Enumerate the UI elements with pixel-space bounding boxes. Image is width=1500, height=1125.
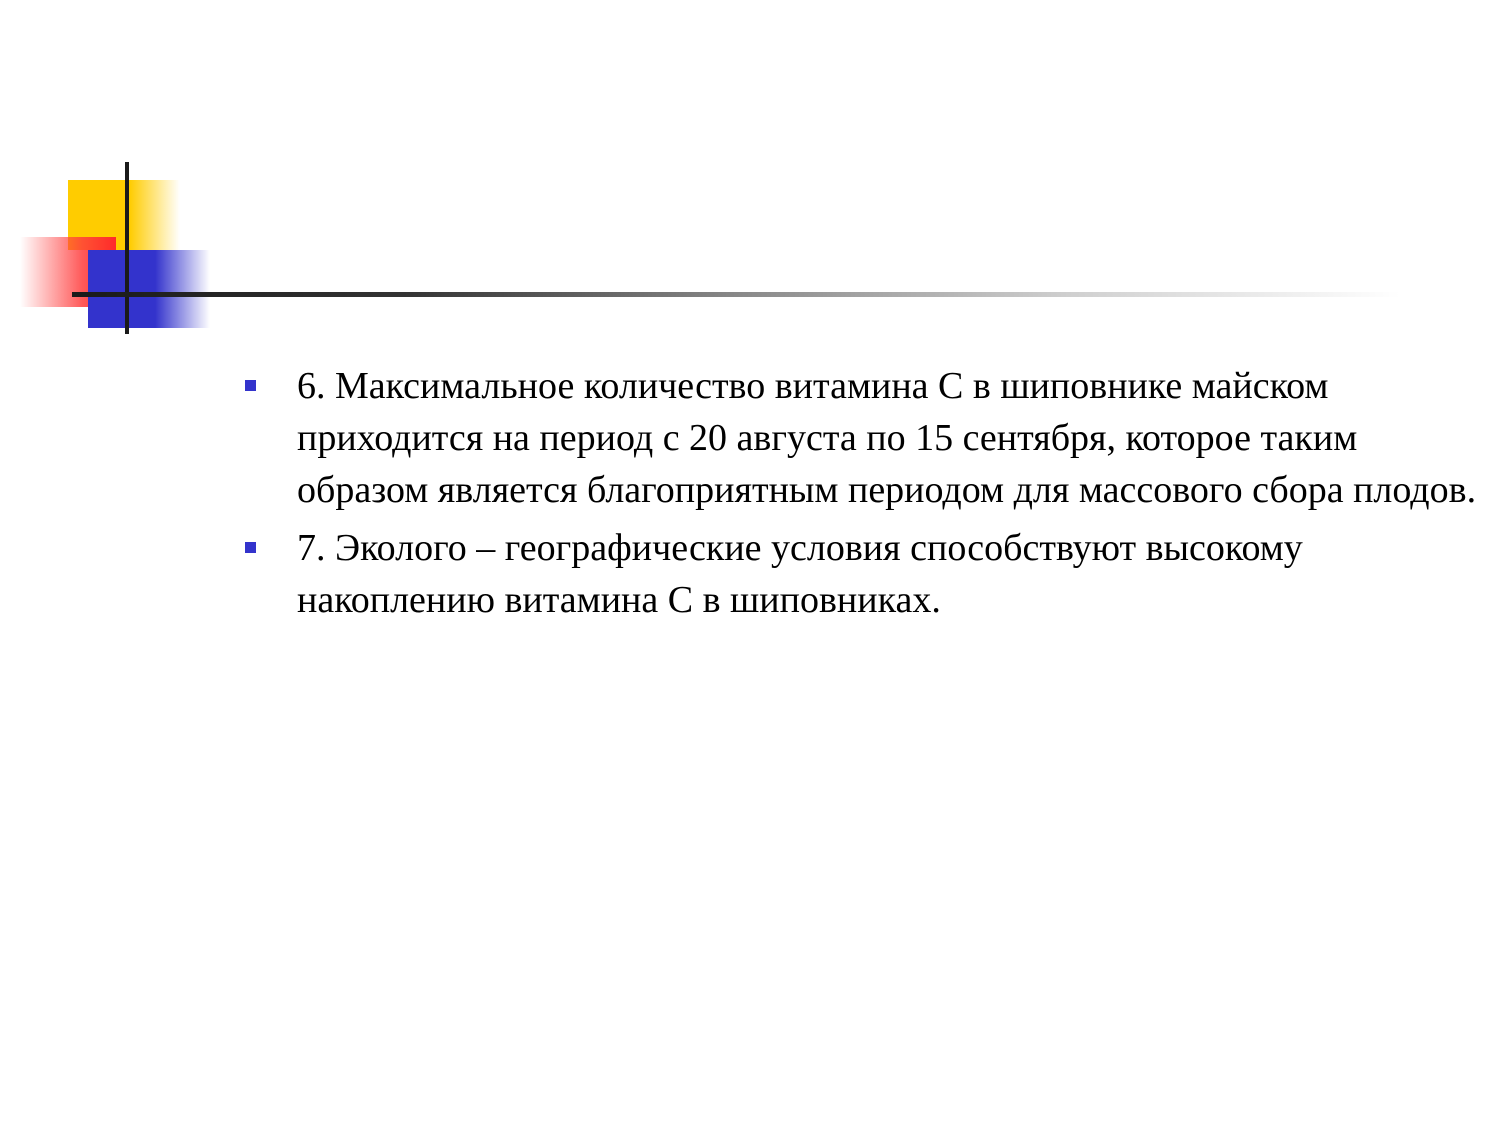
square-bullet-icon bbox=[245, 380, 256, 391]
bullet-item bbox=[240, 522, 1480, 626]
slide-body bbox=[240, 360, 1480, 632]
decorative-vertical-line bbox=[125, 162, 129, 334]
bullet-item bbox=[240, 360, 1480, 516]
bullet-list bbox=[240, 360, 1480, 626]
bullet-text: 6. Максимальное количество витамина С в шиповнике майском приходится на период с 20 августа по 15 сентября, которое таким образом является благоприятным периодом для массового сбора плодов. bbox=[297, 365, 1477, 511]
bullet-text: 7. Эколого – географические условия способствуют высокому накоплению витамина С в шиповниках. bbox=[297, 527, 1303, 621]
square-bullet-icon bbox=[245, 542, 256, 553]
decorative-horizontal-rule bbox=[72, 292, 1400, 297]
decorative-blue-square bbox=[88, 250, 210, 328]
